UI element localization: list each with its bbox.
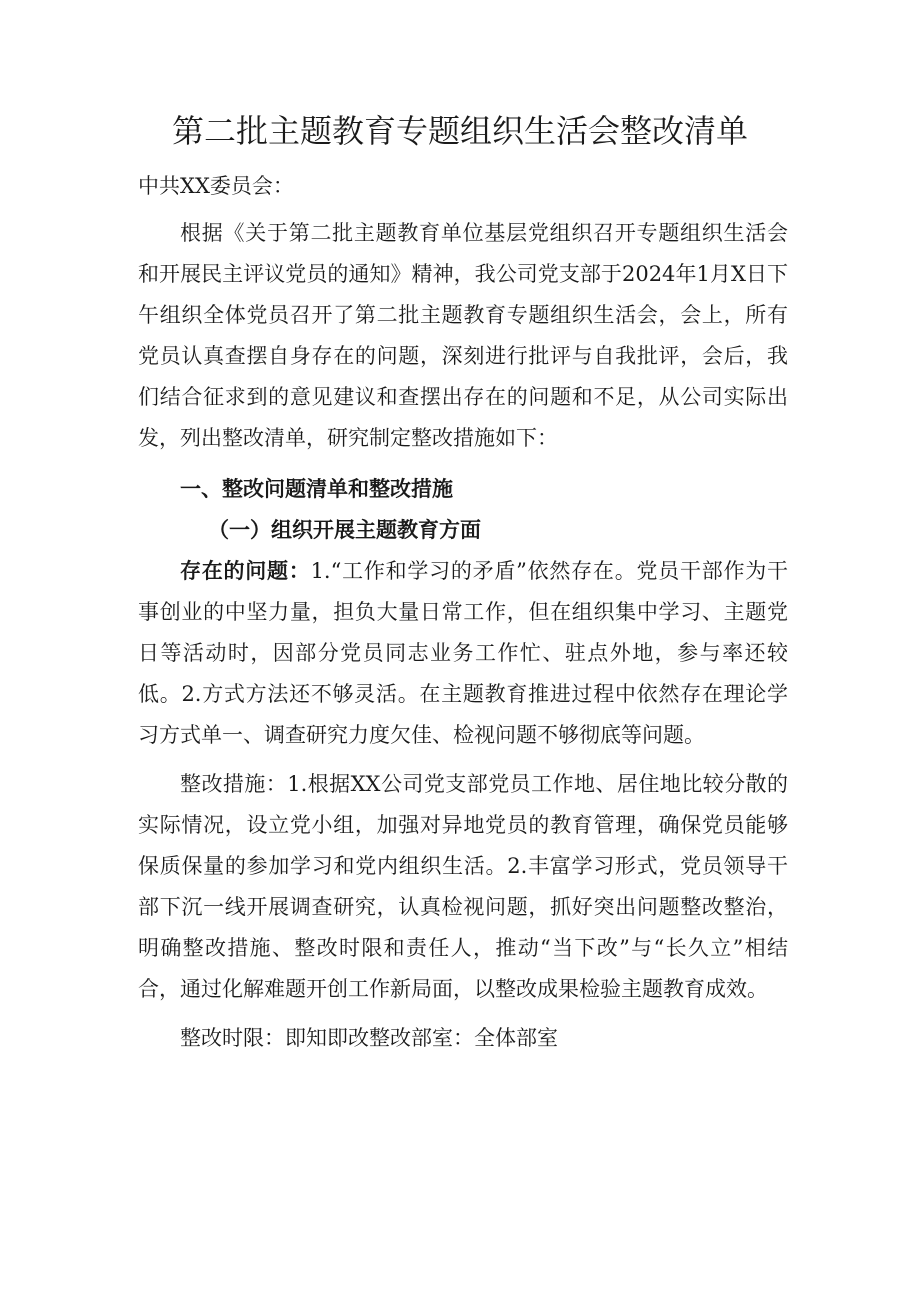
document-title: 第二批主题教育专题组织生活会整改清单 — [171, 112, 748, 150]
section-heading: 一、整改问题清单和整改措施 — [180, 477, 453, 501]
problems-text: 1.“工作和学习的矛盾”依然存在。党员干部作为干事创业的中坚力量，担负大量日常工作，但在组织集中学习、主题党日等活动时，因部分党员同志业务工作忙、驻点外地，参与率还较低。2.方式方法还不够灵活。在主题教育推进过程中依然存在理论学习方式单一、调查研究力度欠佳、检视问题不够彻底等问题。 — [138, 559, 789, 747]
subsection-heading: （一）组织开展主题教育方面 — [208, 518, 481, 542]
deadline-paragraph: 整改时限：即知即改整改部室：全体部室 — [180, 1026, 558, 1050]
intro-paragraph: 根据《关于第二批主题教育单位基层党组织召开专题组织生活会和开展民主评议党员的通知》精神，我公司党支部于2024年1月X日下午组织全体党员召开了第二批主题教育专题组织生活会，会上，所有党员认真查摆自身存在的问题，深刻进行批评与自我批评，会后，我们结合征求到的意见建议和查摆出存在的问题和不足，从公司实际出发，列出整改清单，研究制定整改措施如下： — [138, 221, 788, 450]
document-body — [138, 166, 788, 1059]
measures-paragraph: 整改措施：1.根据XX公司党支部党员工作地、居住地比较分散的实际情况，设立党小组，加强对异地党员的教育管理，确保党员能够保质保量的参加学习和党内组织生活。2.丰富学习形式，党员领导干部下沉一线开展调查研究，认真检视问题，抓好突出问题整改整治，明确整改措施、整改时限和责任人，推动“当下改”与“长久立”相结合，通过化解难题开创工作新局面，以整改成果检验主题教育成效。 — [138, 772, 788, 1001]
salutation: 中共XX委员会： — [138, 174, 294, 198]
problems-label: 存在的问题： — [180, 559, 311, 583]
problems-paragraph — [138, 551, 788, 756]
